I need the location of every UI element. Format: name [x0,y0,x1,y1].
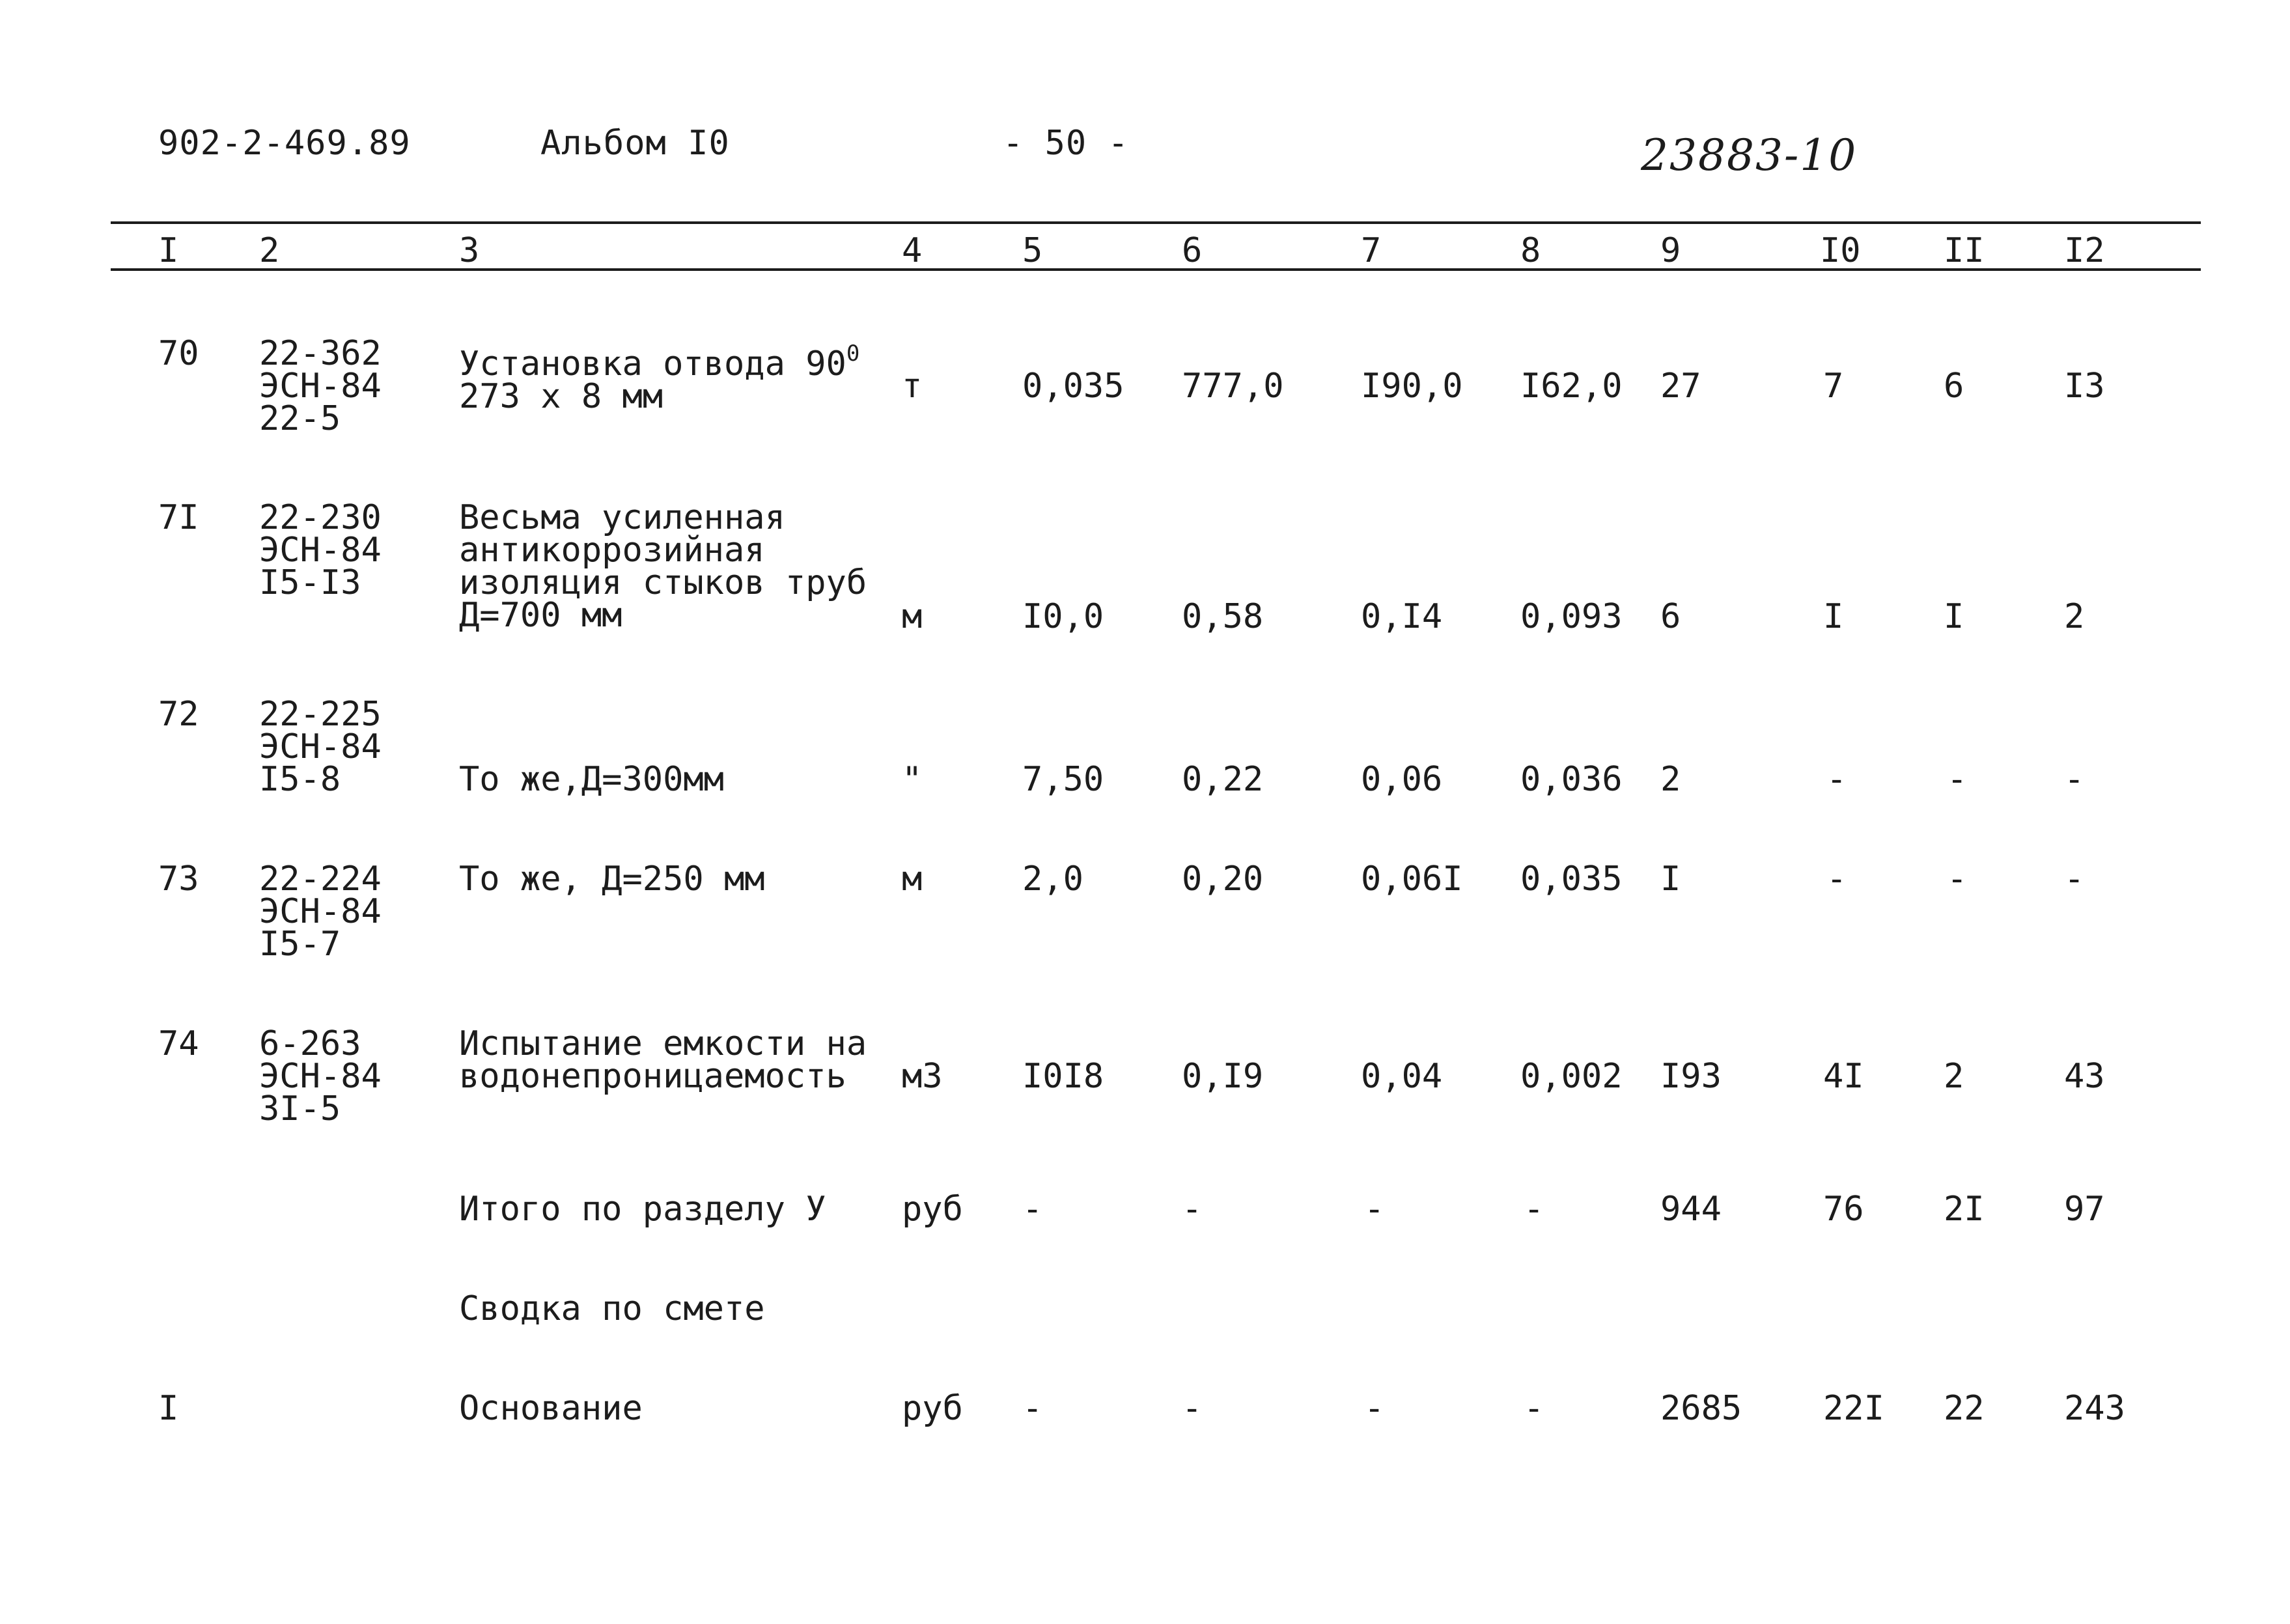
rate-code [259,1024,382,1128]
value-col11: 6 [1944,367,1964,406]
value-col12: 97 [2064,1190,2105,1229]
column-header: 9 [1660,231,1681,270]
row-number: 72 [158,695,199,734]
rate-code [259,498,382,602]
rate-code [259,860,382,964]
description-line: антикоррозийная [459,531,765,570]
rate-code-line: I5-8 [259,760,341,799]
unit: м3 [902,1057,943,1096]
value-col9: 2685 [1660,1389,1742,1428]
description-line: То же,Д=300мм [459,760,724,799]
unit: руб [902,1190,963,1229]
column-header: II [1944,231,1985,270]
column-header: 3 [459,231,480,270]
value-col7: - [1364,1389,1385,1428]
value-col8: - [1524,1389,1544,1428]
rate-code [259,695,382,799]
value-col11: I [1944,597,1964,636]
rate-code-line: ЭСН-84 [259,531,382,570]
value-col7: 0,06I [1361,860,1463,899]
value-col7: I90,0 [1361,367,1463,406]
value-col10: 7 [1823,367,1844,406]
unit: " [902,760,923,799]
description-line: изоляция стыков труб [459,563,867,602]
column-header: I2 [2064,231,2105,270]
value-col7: - [1364,1190,1385,1229]
rate-code-line: 22-362 [259,334,382,373]
value-col8: 0,036 [1520,760,1623,799]
value-col7: 0,I4 [1361,597,1443,636]
row-number: I [158,1389,179,1428]
value-col7: 0,06 [1361,760,1443,799]
value-col6: - [1182,1389,1203,1428]
quantity: 7,50 [1022,760,1104,799]
work-description [459,760,724,799]
value-col6: - [1182,1190,1203,1229]
work-description [459,337,860,416]
column-header: 8 [1520,231,1541,270]
summary-label: Основание [459,1389,643,1428]
value-col10: I [1823,597,1844,636]
value-col12: 243 [2064,1389,2125,1428]
rate-code-line: 22-225 [259,695,382,734]
total-label: Итого по разделу У [459,1190,826,1229]
value-col12: - [2064,760,2085,799]
value-col6: 0,58 [1182,597,1264,636]
description-line: 273 х 8 мм [459,377,663,416]
rate-code [259,334,382,438]
quantity: I0I8 [1022,1057,1104,1096]
unit: м [902,597,923,636]
value-col11: 2I [1944,1190,1985,1229]
column-header: 6 [1182,231,1203,270]
description-line: водонепроницаемость [459,1057,846,1096]
unit: м [902,860,923,899]
rate-code-line: ЭСН-84 [259,367,382,406]
value-col9: I93 [1660,1057,1722,1096]
value-col9: I [1660,860,1681,899]
description-line: Установка отвода 90 [459,344,846,384]
rate-code-line: ЭСН-84 [259,892,382,931]
value-col8: 0,093 [1520,597,1623,636]
value-col6: 0,20 [1182,860,1264,899]
description-line: Испытание емкости на [459,1024,867,1063]
rate-code-line: I5-I3 [259,563,361,602]
value-col10: - [1826,760,1847,799]
unit: т [902,367,923,406]
value-col7: 0,04 [1361,1057,1443,1096]
rate-code-line: ЭСН-84 [259,727,382,766]
value-col6: 777,0 [1182,367,1284,406]
value-col8: - [1524,1190,1544,1229]
value-col8: I62,0 [1520,367,1623,406]
table-header-rule [111,268,2201,271]
unit: руб [902,1389,963,1428]
column-header: 2 [259,231,280,270]
degree-superscript: 0 [846,341,860,367]
value-col5: - [1022,1190,1043,1229]
quantity: I0,0 [1022,597,1104,636]
column-header: 5 [1022,231,1043,270]
row-number: 73 [158,860,199,899]
rate-code-line: I5-7 [259,925,341,964]
value-col8: 0,035 [1520,860,1623,899]
summary-heading: Сводка по смете [459,1289,765,1328]
document-code: 902-2-469.89 [158,124,411,163]
column-header: 4 [902,231,923,270]
value-col6: 0,22 [1182,760,1264,799]
value-col12: 43 [2064,1057,2105,1096]
value-col11: 22 [1944,1389,1985,1428]
rate-code-line: 3I-5 [259,1089,341,1128]
column-header: 7 [1361,231,1382,270]
work-description [459,498,867,635]
rate-code-line: 22-230 [259,498,382,537]
table-top-rule [111,221,2201,224]
value-col12: I3 [2064,367,2105,406]
value-col12: - [2064,860,2085,899]
description-line: То же, Д=250 мм [459,860,765,899]
row-number: 7I [158,498,199,537]
work-description [459,860,765,899]
value-col10: 22I [1823,1389,1884,1428]
row-number: 70 [158,334,199,373]
quantity: 2,0 [1022,860,1083,899]
value-col9: 27 [1660,367,1701,406]
value-col6: 0,I9 [1182,1057,1264,1096]
value-col12: 2 [2064,597,2085,636]
rate-code-line: 6-263 [259,1024,361,1063]
album-label: Альбом I0 [540,124,730,163]
value-col9: 2 [1660,760,1681,799]
rate-code-line: 22-5 [259,399,341,438]
column-header: I0 [1820,231,1861,270]
description-line: Д=700 мм [459,596,622,635]
value-col9: 944 [1660,1190,1722,1229]
quantity: 0,035 [1022,367,1124,406]
value-col5: - [1022,1389,1043,1428]
description-line: Весьма усиленная [459,498,785,537]
rate-code-line: ЭСН-84 [259,1057,382,1096]
value-col8: 0,002 [1520,1057,1623,1096]
handwritten-stamp-number: 23883-10 [1641,130,1858,180]
value-col10: - [1826,860,1847,899]
column-header: I [158,231,179,270]
work-description [459,1024,867,1096]
row-number: 74 [158,1024,199,1063]
rate-code-line: 22-224 [259,860,382,899]
page-number: - 50 - [1003,124,1129,163]
value-col9: 6 [1660,597,1681,636]
value-col11: 2 [1944,1057,1964,1096]
value-col10: 76 [1823,1190,1864,1229]
value-col10: 4I [1823,1057,1864,1096]
value-col11: - [1947,860,1968,899]
value-col11: - [1947,760,1968,799]
